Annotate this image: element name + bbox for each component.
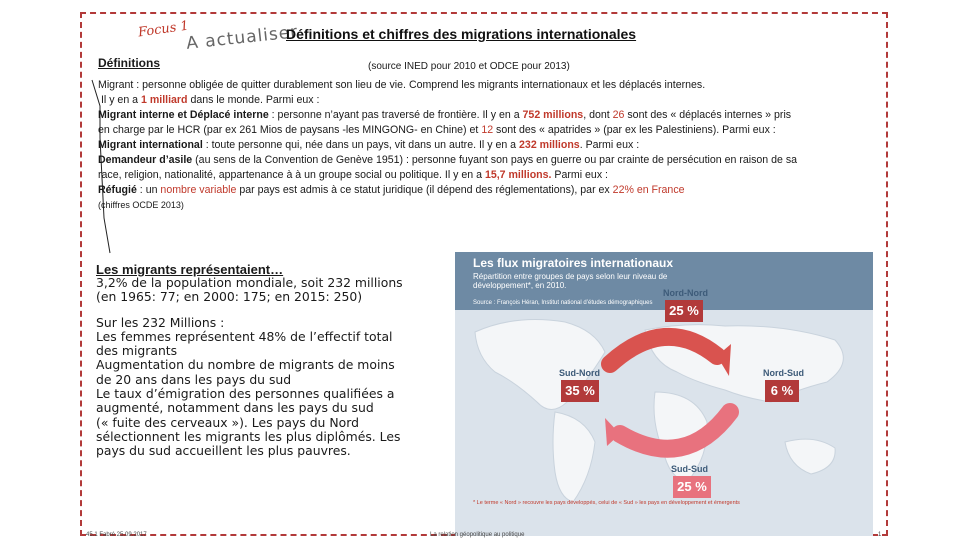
definitions-source: (source INED pour 2010 et ODCE pour 2013) (368, 61, 570, 72)
migrants-line: Sur les 232 Millions : (96, 314, 225, 330)
sud-nord-label: Sud-Nord (559, 368, 600, 378)
def-migrant: Migrant : personne obligée de quitter durablement son lieu de vie. Comprend les migrants internationaux et les déplacés internes. (98, 79, 706, 91)
map-source: Source : François Héran, Institut national d’études démographiques (473, 300, 653, 306)
migrants-line: Le taux d’émigration des personnes qualifiées a (96, 386, 395, 402)
migrants-line: Augmentation du nombre de migrants de moins (96, 357, 395, 373)
def-count: Il y en a 1 milliard dans le monde. Parmi eux : (100, 94, 320, 106)
map-footnote: * Le terme « Nord » recouvre les pays développés, celui de « Sud » les pays en développement et émergents (473, 500, 740, 506)
migrants-line: (en 1965: 77; en 2000: 175; en 2015: 250) (96, 289, 363, 305)
nord-sud-value: 6 % (765, 380, 799, 402)
sud-nord-value: 35 % (561, 380, 599, 402)
nord-nord-value: 25 % (665, 300, 703, 322)
migration-flows-map (455, 252, 873, 536)
map-subtitle: Répartition entre groupes de pays selon leur niveau de développement*, en 2010. (473, 272, 668, 290)
migrants-line: (« fuite des cerveaux »). Les pays du Nord (96, 414, 359, 430)
sud-sud-value: 25 % (673, 476, 711, 498)
migrants-line: Les femmes représentent 48% de l’effectif total (96, 328, 393, 344)
map-title: Les flux migratoires internationaux (473, 256, 674, 270)
focus-label: Focus 1 (137, 18, 190, 41)
def-asile: Demandeur d’asile (au sens de la Convention de Genève 1951) : personne fuyant son pays en guerre ou par crainte de persécution en raison de sa (98, 154, 798, 166)
def-refugie: Réfugié : un nombre variable par pays est admis à ce statut juridique (il dépend des réglementations), par ex 22% en France (98, 184, 685, 196)
migrants-line: augmenté, notamment dans les pays du sud (96, 400, 374, 416)
def-interne-cont: en charge par le HCR (par ex 261 Mios de paysans -les MINGONG- en Chine) et 12 sont des « apatrides » (par ex les Palestiniens). Parmi eux : (98, 124, 776, 136)
footer-left: 45.1 Fabré 25.09.2017 (86, 532, 147, 538)
migrants-line: pays du sud accueillent les plus pauvres. (96, 443, 351, 459)
migrants-body (96, 276, 426, 459)
migrants-heading: Les migrants représentaient… (96, 262, 284, 277)
migrants-line: des migrants (96, 343, 178, 359)
page-title: Définitions et chiffres des migrations internationales (286, 26, 637, 42)
definitions-heading: Définitions (98, 56, 160, 70)
def-international: Migrant international : toute personne qui, née dans un pays, vit dans un autre. Il y en a 232 millions. Parmi eux : (98, 139, 640, 151)
footer-page-number: 1 (878, 532, 882, 538)
sud-sud-label: Sud-Sud (671, 464, 708, 474)
actualiser-note: A actualiser (185, 22, 300, 54)
def-chiffres: (chiffres OCDE 2013) (98, 200, 184, 210)
nord-sud-label: Nord-Sud (763, 368, 804, 378)
nord-nord-label: Nord-Nord (663, 288, 708, 298)
definitions-body (98, 78, 878, 213)
migrants-line: 3,2% de la population mondiale, soit 232 millions (96, 275, 403, 290)
def-asile-cont: race, religion, nationalité, appartenance à à un groupe social ou politique. Il y en a 15,7 millions. Parmi eux : (98, 169, 609, 181)
def-interne: Migrant interne et Déplacé interne : personne n’ayant pas traversé de frontière. Il y en a 752 millions, dont 26 sont des « déplacés internes » pris (98, 109, 792, 121)
footer-center: La relation géopolitique au politique (430, 532, 525, 538)
migrants-line: de 20 ans dans les pays du sud (96, 371, 292, 387)
migrants-line: sélectionnent les migrants les plus diplômés. Les (96, 428, 401, 444)
